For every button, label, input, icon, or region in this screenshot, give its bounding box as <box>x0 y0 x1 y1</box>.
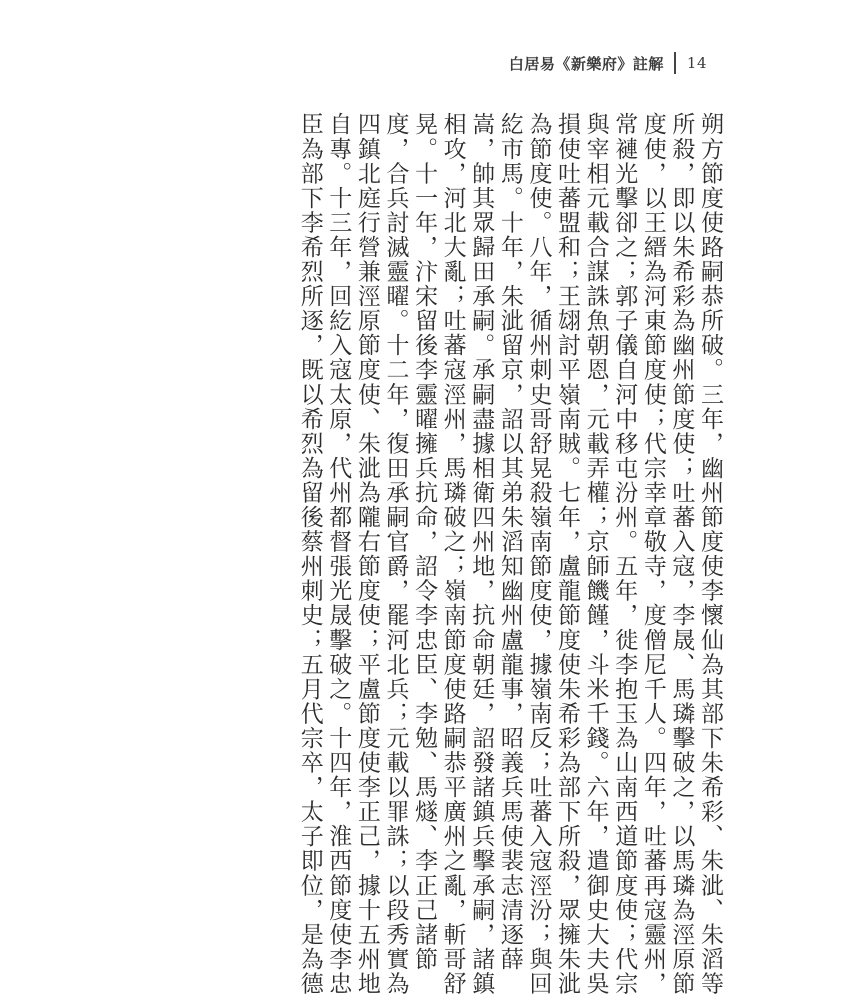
text-column: 四鎮北庭行營兼涇原節度使、朱泚為隴右節度使；平盧節度使李正己，據十五州地 <box>353 112 380 996</box>
text-column: 與宰相元載合謀誅魚朝恩，元載弄權；京師饑饉，斗米千錢。六年，遣御史大夫吳 <box>582 112 609 996</box>
page-number: 14 <box>686 54 707 72</box>
text-column: 度，合兵討滅靈曜。十二年，復田承嗣官爵，罷河北兵；元載以罪誅；以段秀實為 <box>382 112 409 996</box>
text-column: 常褳光擊卻之；郭子儀自河中移屯汾州。五年，徙李抱玉為山南西道節度使；代宗 <box>611 112 638 996</box>
text-column: 度使，以王縉為河東節度使；代宗幸章敬寺，度僧尼千人。四年，吐蕃再寇靈州， <box>639 112 666 996</box>
text-column: 嵩，帥其眾歸田承嗣。承嗣盡據相衛四州地，抗命朝廷，詔發諸鎮兵擊承嗣，諸鎮 <box>468 112 495 996</box>
header-divider <box>674 52 676 74</box>
text-column: 臣為部下李希烈所逐，既以希烈為留後蔡州刺史；五月代宗卒，太子即位，是為德 <box>296 112 323 996</box>
text-column: 紇市馬。十年，朱泚留京，詔以其弟朱滔知幽州盧龍事，昭義兵馬使裴志清逐薛 <box>496 112 523 972</box>
running-header <box>509 51 707 75</box>
text-column: 損使吐蕃盟和；王翃討平嶺南賊。七年，盧龍節度使朱希彩為部下所殺，眾擁朱泚 <box>554 112 581 996</box>
text-column: 晃。十一年，汴宋留後李靈曜擁兵抗命，詔令李忠臣、李勉、馬燧、李正己諸節 <box>411 112 438 972</box>
vertical-body-text <box>295 112 724 996</box>
text-column: 為節度使。八年，循州刺史哥舒晃殺嶺南節度使，據嶺南反；吐蕃入寇涇汾；與回 <box>525 112 552 996</box>
text-column: 相攻，河北大亂；吐蕃寇涇州，馬璘破之；嶺南節度使路嗣恭平廣州之亂，斬哥舒 <box>439 112 466 996</box>
text-column: 自專。十三年，回紇入寇太原，代州都督張光晟擊破之。十四年，淮西節度使李忠 <box>325 112 352 996</box>
text-column: 所殺，即以朱希彩為幽州節度使；吐蕃入寇，李晟、馬璘擊破之，以馬璘為涇原節 <box>668 112 695 996</box>
book-title: 白居易《新樂府》註解 <box>508 54 664 73</box>
text-column: 朔方節度使路嗣恭所破。三年，幽州節度使李懷仙為其部下朱希彩、朱泚、朱滔等 <box>697 112 723 996</box>
